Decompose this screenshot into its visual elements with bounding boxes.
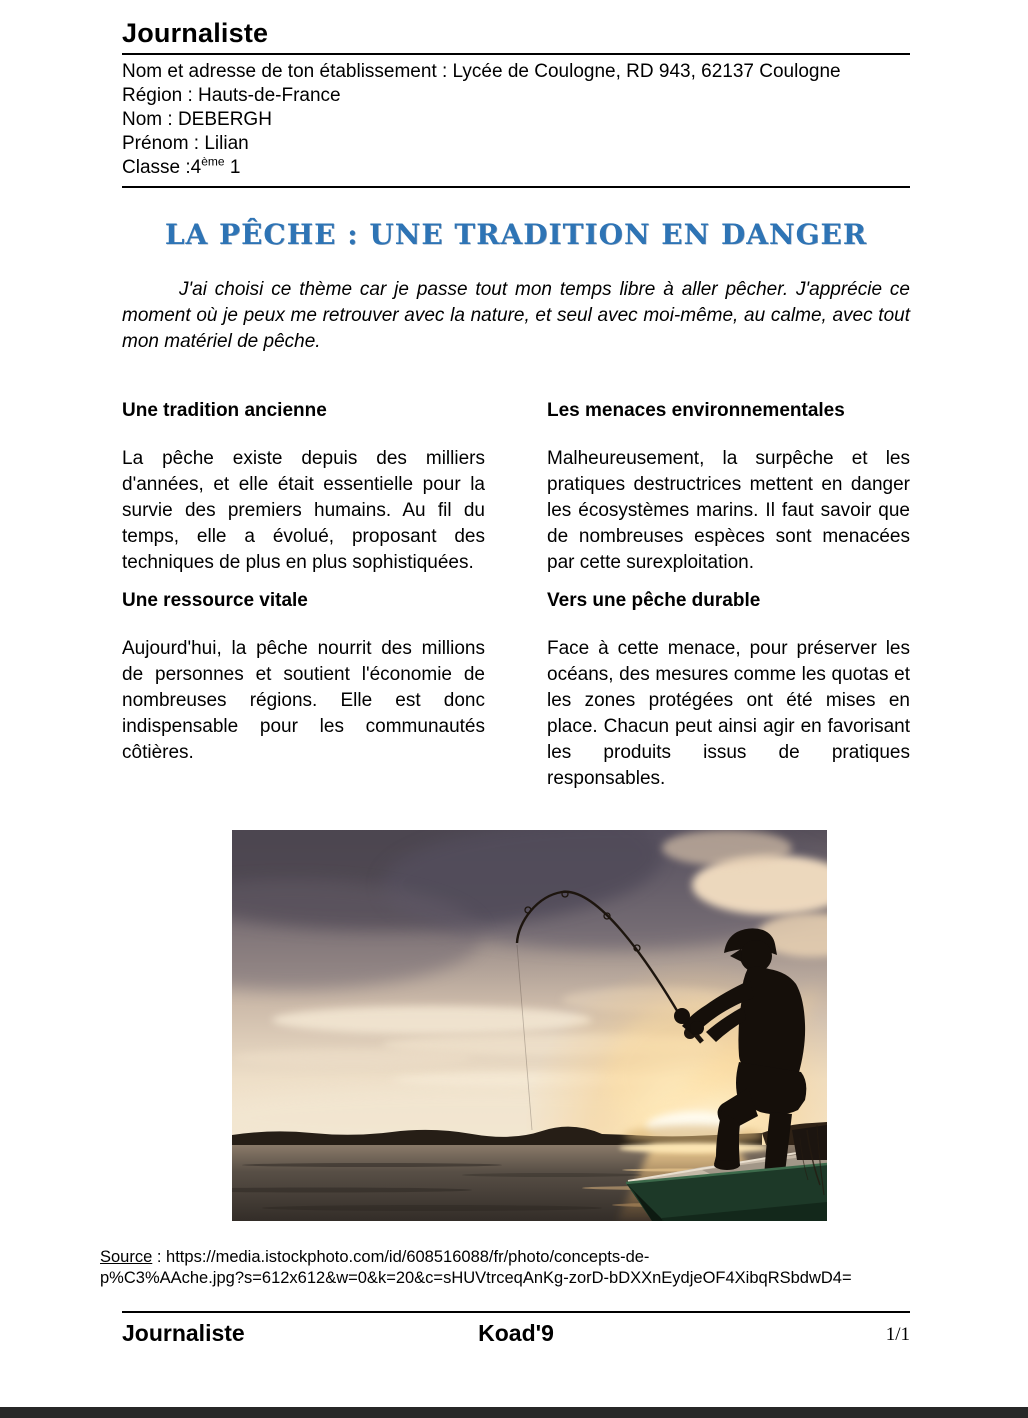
header-line-prenom: Prénom : Lilian — [122, 133, 249, 154]
classe-prefix: Classe :4 — [122, 157, 202, 178]
page-title: Journaliste — [122, 18, 269, 48]
source-label: Source — [100, 1248, 153, 1266]
source-separator: : — [152, 1248, 167, 1266]
footer-app-name: Koad'9 — [478, 1320, 554, 1346]
document-page — [100, 0, 910, 1347]
footer-page-number: 1/1 — [885, 1324, 910, 1345]
article-title: LA PÊCHE : UNE TRADITION EN DANGER — [164, 218, 868, 251]
article-photo-fisherman-sunset — [232, 830, 827, 1221]
classe-suffix: 1 — [224, 157, 241, 178]
header-info — [122, 55, 910, 186]
header-line-etablissement: Nom et adresse de ton établissement : Lycée de Coulogne, RD 943, 62137 Coulogne — [122, 61, 841, 82]
section-heading: Vers une pêche durable — [547, 590, 761, 611]
article-section-ressource — [122, 590, 485, 792]
fisherman-sunset-illustration — [232, 830, 827, 1221]
section-body: La pêche existe depuis des milliers d'années, et elle était essentielle pour la survie des premiers humains. Au fil du temps, elle a évolué, proposant des techniques de plus en plus sophistiquées. — [122, 448, 485, 573]
section-body: Aujourd'hui, la pêche nourrit des millions de personnes et soutient l'économie de nombreuses régions. Elle est donc indispensable pour les communautés côtières. — [122, 638, 485, 763]
article-columns — [122, 400, 910, 792]
article-section-tradition — [122, 400, 485, 576]
footer-journal-name: Journaliste — [122, 1320, 245, 1346]
classe-superscript: ème — [201, 154, 225, 169]
header-line-region: Région : Hauts-de-France — [122, 85, 341, 106]
section-body: Malheureusement, la surpêche et les pratiques destructrices mettent en danger les écosystèmes marins. Il faut savoir que de nombreuses espèces sont menacées par cette surexploitation. — [547, 448, 910, 573]
section-body: Face à cette menace, pour préserver les océans, des mesures comme les quotas et les zones protégées ont été mises en place. Chacun peut ainsi agir en favorisant les produits issus de pratiques responsables. — [547, 638, 910, 789]
source-url-line1: https://media.istockphoto.com/id/608516088/fr/photo/concepts-de- — [166, 1248, 650, 1266]
source-line — [100, 1247, 910, 1289]
header-rule-bottom — [122, 186, 910, 188]
source-url-line2: p%C3%AAche.jpg?s=612x612&w=0&k=20&c=sHUVtrceqAnKg-zorD-bDXXnEydjeOF4XibqRSbdwD4= — [100, 1269, 852, 1287]
section-heading: Une tradition ancienne — [122, 400, 327, 421]
section-heading: Une ressource vitale — [122, 590, 308, 611]
viewer-bottom-bar — [0, 1407, 1028, 1418]
header-line-nom: Nom : DEBERGH — [122, 109, 272, 130]
page-footer — [122, 1313, 910, 1347]
article-intro: J'ai choisi ce thème car je passe tout mon temps libre à aller pêcher. J'apprécie ce moment où je peux me retrouver avec la nature, et seul avec moi-même, au calme, avec tout mon matériel de pêche. — [122, 279, 910, 352]
header-line-classe — [122, 156, 910, 180]
section-heading: Les menaces environnementales — [547, 400, 845, 421]
article-section-durable — [547, 590, 910, 792]
article-section-menaces — [547, 400, 910, 576]
